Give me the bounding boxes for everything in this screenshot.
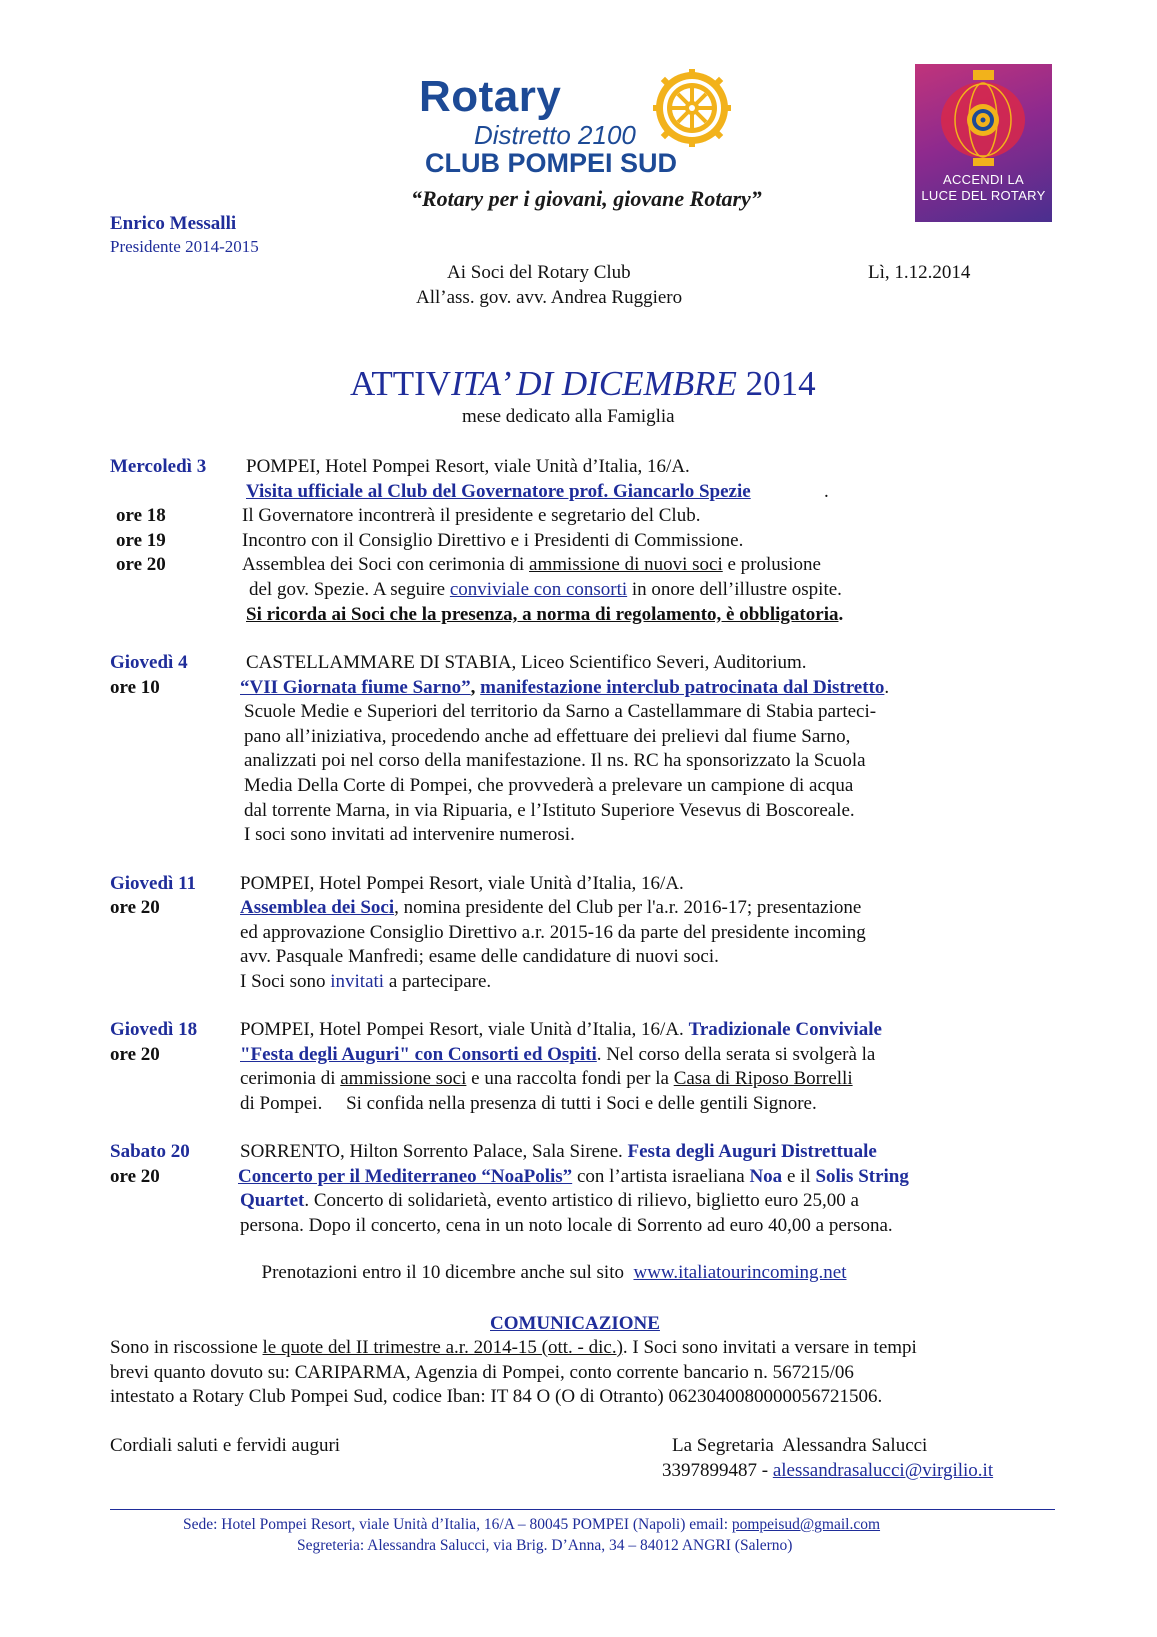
footer-line-2: Segreteria: Alessandra Salucci, via Brig. D’Anna, 34 – 84012 ANGRI (Salerno) — [297, 1537, 793, 1554]
event-5-place: SORRENTO, Hilton Sorrento Palace, Sala Sirene. Festa degli Auguri Distrettuale — [240, 1141, 877, 1162]
event-2-time: ore 10 — [110, 677, 160, 698]
event-4-place: POMPEI, Hotel Pompei Resort, viale Unità d’Italia, 16/A. Tradizionale Conviviale — [240, 1019, 882, 1040]
event-1-conviviale-link[interactable]: conviviale con consorti — [449, 579, 628, 600]
event-5-line-2: Concerto per il Mediterraneo “NoaPolis” con l’artista israeliana Noa e il Solis String — [238, 1166, 909, 1187]
event-2-headline: “VII Giornata fiume Sarno”, manifestazione interclub patrocinata dal Distretto. — [240, 677, 890, 698]
footer-email-link[interactable]: pompeisud@gmail.com — [731, 1516, 881, 1533]
event-2-line-1: Scuole Medie e Superiori del territorio da Sarno a Castellammare di Stabia parteci- — [244, 701, 877, 722]
event-3-time: ore 20 — [110, 897, 160, 918]
event-3-line-3: avv. Pasquale Manfredi; esame delle candidature di nuovi soci. — [240, 946, 719, 967]
page-subtitle: mese dedicato alla Famiglia — [462, 406, 675, 427]
letter-date: Lì, 1.12.2014 — [868, 262, 971, 283]
event-5-line-3: Quartet. Concerto di solidarietà, evento artistico di rilievo, biglietto euro 25,00 a — [240, 1190, 859, 1211]
event-2-place: CASTELLAMMARE DI STABIA, Liceo Scientifico Severi, Auditorium. — [246, 652, 807, 673]
event-3-line-4: I Soci sono invitati a partecipare. — [240, 971, 492, 992]
club-motto: “Rotary per i giovani, giovane Rotary” — [411, 186, 762, 211]
poster-caption: ACCENDI LA LUCE DEL ROTARY — [921, 172, 1046, 203]
communication-line-2: brevi quanto dovuto su: CARIPARMA, Agenzia di Pompei, conto corrente bancario n. 567215/06 — [110, 1362, 854, 1383]
secretary-email-link[interactable]: alessandrasalucci@virgilio.it — [772, 1460, 994, 1481]
event-1-time-20: ore 20 — [116, 554, 166, 575]
event-5-website-link[interactable]: www.italiatourincoming.net — [633, 1262, 847, 1283]
event-1-desc-20: Assemblea dei Soci con cerimonia di ammissione di nuovi soci e prolusione — [242, 554, 821, 575]
event-2-day: Giovedì 4 — [110, 652, 188, 673]
page-title: ATTIVITA’ DI DICEMBRE 2014 — [350, 364, 816, 403]
district-label: Distretto 2100 — [474, 120, 636, 150]
event-1-headline-period: . — [824, 481, 829, 502]
event-1-place: POMPEI, Hotel Pompei Resort, viale Unità d’Italia, 16/A. — [246, 456, 690, 477]
footer-divider — [110, 1509, 1055, 1510]
event-2-line-5: dal torrente Marna, in via Ripuaria, e l’Istituto Superiore Vesevus di Boscoreale. — [244, 800, 855, 821]
sender-name: Enrico Messalli — [110, 213, 237, 234]
event-2-giornata-link[interactable]: “VII Giornata fiume Sarno” — [240, 677, 471, 698]
event-4-line-4: di Pompei. Si confida nella presenza di tutti i Soci e delle gentili Signore. — [240, 1093, 817, 1114]
event-3-line-1: Assemblea dei Soci, nomina presidente del Club per l'a.r. 2016-17; presentazione — [240, 897, 862, 918]
event-1-headline-link[interactable]: Visita ufficiale al Club del Governatore prof. Giancarlo Spezie — [246, 481, 751, 502]
communication-line-1: Sono in riscossione le quote del II trimestre a.r. 2014-15 (ott. - dic.). I Soci sono invitati a versare in tempi — [110, 1337, 917, 1358]
event-2-interclub-link[interactable]: manifestazione interclub patrocinata dal Distretto — [480, 677, 885, 698]
event-1-time-19: ore 19 — [116, 530, 166, 551]
recipient-line-2: All’ass. gov. avv. Andrea Ruggiero — [416, 287, 683, 308]
event-4-line-2: "Festa degli Auguri" con Consorti ed Ospiti. Nel corso della serata si svolgerà la — [240, 1044, 876, 1065]
event-1-desc-20-cont: del gov. Spezie. A seguire conviviale con consorti in onore dell’illustre ospite. — [249, 579, 842, 600]
event-1-note: Si ricorda ai Soci che la presenza, a norma di regolamento, è obbligatoria. — [246, 604, 844, 625]
rotary-logo-word: Rotary — [419, 72, 562, 121]
event-4-festa-link[interactable]: "Festa degli Auguri" con Consorti ed Ospiti — [240, 1044, 597, 1065]
recipient-line-1: Ai Soci del Rotary Club — [447, 262, 631, 283]
event-1-time-18: ore 18 — [116, 505, 166, 526]
event-5-time: ore 20 — [110, 1166, 160, 1187]
event-4-day: Giovedì 18 — [110, 1019, 198, 1040]
closing-contact: 3397899487 - alessandrasalucci@virgilio.it — [662, 1460, 994, 1481]
sender-role: Presidente 2014-2015 — [110, 237, 259, 256]
closing-signer: La Segretaria Alessandra Salucci — [672, 1435, 928, 1456]
event-2-line-3: analizzati poi nel corso della manifestazione. Il ns. RC ha sponsorizzato la Scuola — [244, 750, 866, 771]
poster-image — [915, 64, 1052, 222]
event-3-line-2: ed approvazione Consiglio Direttivo a.r. 2015-16 da parte del presidente incoming — [240, 922, 866, 943]
event-3-place: POMPEI, Hotel Pompei Resort, viale Unità d’Italia, 16/A. — [240, 873, 684, 894]
event-3-day: Giovedì 11 — [110, 873, 197, 894]
event-2-line-2: pano all’iniziativa, procedendo anche ad effettuare dei prelievi dal fiume Sarno, — [244, 726, 851, 747]
event-5-line-5: Prenotazioni entro il 10 dicembre anche sul sito www.italiatourincoming.net — [261, 1262, 847, 1283]
event-2-line-4: Media Della Corte di Pompei, che provvederà a prelevare un campione di acqua — [244, 775, 854, 796]
event-1-day: Mercoledì 3 — [110, 456, 207, 477]
communication-heading: COMUNICAZIONE — [490, 1313, 660, 1334]
rotary-wheel-icon — [652, 68, 732, 148]
communication-line-3: intestato a Rotary Club Pompei Sud, codice Iban: IT 84 O (O di Otranto) 0623040080000056721506. — [110, 1386, 883, 1407]
event-5-day: Sabato 20 — [110, 1141, 190, 1162]
event-5-line-4: persona. Dopo il concerto, cena in un noto locale di Sorrento ad euro 40,00 a persona. — [240, 1215, 893, 1236]
event-1-desc-19: Incontro con il Consiglio Direttivo e i Presidenti di Commissione. — [242, 530, 744, 551]
footer-line-1: Sede: Hotel Pompei Resort, viale Unità d’Italia, 16/A – 80045 POMPEI (Napoli) email: pompeisud@gmail.com — [183, 1516, 881, 1533]
event-1-desc-18: Il Governatore incontrerà il presidente e segretario del Club. — [242, 505, 701, 526]
club-name: CLUB POMPEI SUD — [425, 148, 678, 178]
event-5-concerto-link[interactable]: Concerto per il Mediterraneo “NoaPolis” — [238, 1166, 573, 1187]
event-4-line-3: cerimonia di ammissione soci e una raccolta fondi per la Casa di Riposo Borrelli — [240, 1068, 853, 1089]
closing-greeting: Cordiali saluti e fervidi auguri — [110, 1435, 341, 1456]
event-2-line-6: I soci sono invitati ad intervenire numerosi. — [244, 824, 575, 845]
event-3-assemblea-link[interactable]: Assemblea dei Soci — [240, 897, 395, 918]
event-4-time: ore 20 — [110, 1044, 160, 1065]
